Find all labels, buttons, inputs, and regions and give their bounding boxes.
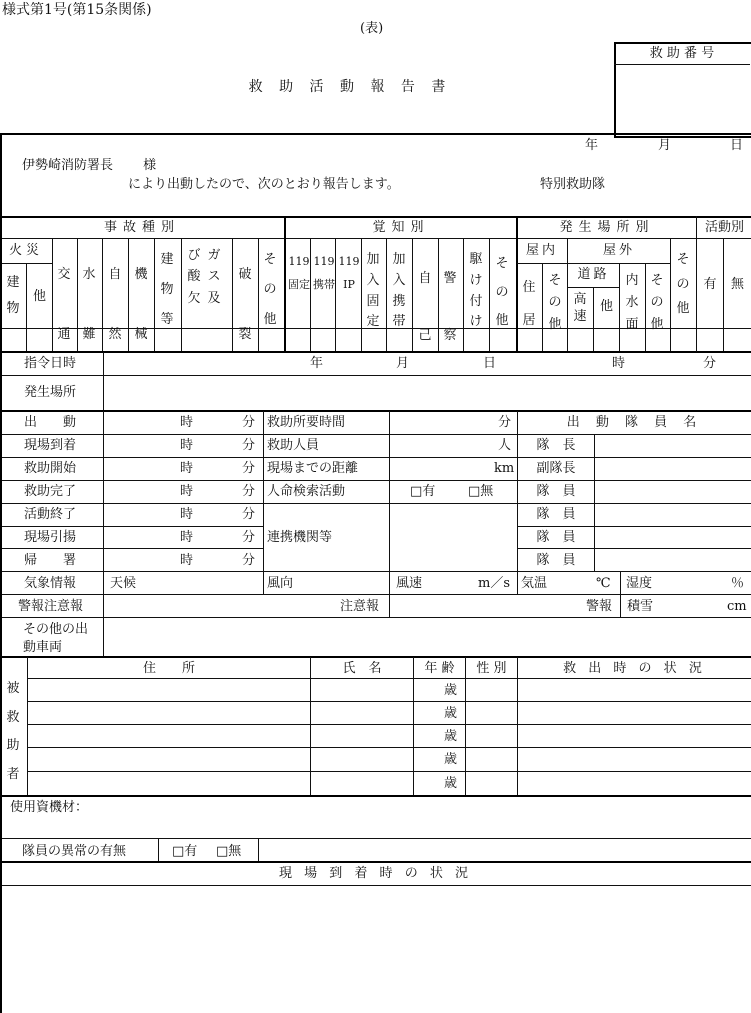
weather-temp-unit: ℃ bbox=[596, 576, 611, 591]
cat-road-other: 他 bbox=[599, 299, 613, 314]
cat-fire-other: 他 bbox=[32, 289, 46, 304]
time-hour-1: 時 bbox=[180, 438, 194, 453]
rescued-age-unit-1: 歳 bbox=[444, 683, 458, 698]
rescued-age-header: 年 齢 bbox=[424, 661, 455, 676]
cat-highway: 高速 bbox=[573, 292, 587, 324]
crew-member-2: 隊 員 bbox=[536, 507, 576, 522]
cat-explosion: 破裂 bbox=[238, 267, 252, 342]
required-time-unit: 分 bbox=[498, 415, 512, 430]
header-location-type: 発生場所別 bbox=[559, 220, 655, 235]
rescued-sex-header: 性 別 bbox=[476, 661, 507, 676]
time-label-1: 現場到着 bbox=[24, 438, 77, 453]
crew-sub-leader: 副隊長 bbox=[536, 461, 576, 476]
cat-outdoor-other: その他 bbox=[650, 273, 664, 333]
abnormal-yes: □有 bbox=[172, 844, 198, 859]
cat-119-fixed: 119固定 bbox=[288, 255, 310, 292]
time-label-3: 救助完了 bbox=[24, 484, 77, 499]
distance-label: 現場までの距離 bbox=[267, 461, 359, 476]
activity-yes: 有 bbox=[703, 277, 717, 292]
cat-outdoor: 屋外 bbox=[602, 243, 635, 258]
time-hour-5: 時 bbox=[180, 530, 194, 545]
weather-humidity-unit: ％ bbox=[731, 576, 745, 591]
search-no: □無 bbox=[468, 484, 494, 499]
alerts-advisory: 注意報 bbox=[340, 599, 380, 614]
abnormal-label: 隊員の異常の有無 bbox=[22, 844, 127, 859]
rescued-age-unit-2: 歳 bbox=[444, 706, 458, 721]
cat-indoor-other: その他 bbox=[548, 273, 562, 333]
time-label-5: 現場引揚 bbox=[24, 530, 77, 545]
place-label: 発生場所 bbox=[24, 385, 77, 400]
cat-police: 警察 bbox=[443, 271, 457, 344]
persons-label: 救助人員 bbox=[267, 438, 320, 453]
crew-leader: 隊 長 bbox=[536, 438, 576, 453]
rescued-age-unit-3: 歳 bbox=[444, 729, 458, 744]
weather-wind-speed: 風速 bbox=[396, 576, 423, 591]
search-yes: □有 bbox=[410, 484, 436, 499]
cat-sub-fixed: 加入固定 bbox=[366, 252, 380, 330]
cat-machine: 機械 bbox=[134, 267, 148, 342]
command-minute: 分 bbox=[703, 356, 717, 371]
time-label-4: 活動終了 bbox=[24, 507, 77, 522]
time-hour-4: 時 bbox=[180, 507, 194, 522]
cat-119-ip: 119IP bbox=[338, 255, 360, 292]
activity-no: 無 bbox=[730, 277, 744, 292]
command-day: 日 bbox=[483, 356, 497, 371]
time-minute-4: 分 bbox=[242, 507, 256, 522]
time-hour-6: 時 bbox=[180, 553, 194, 568]
time-minute-6: 分 bbox=[242, 553, 256, 568]
alerts-warning: 警報 bbox=[586, 599, 613, 614]
cat-water-surface: 内水面 bbox=[625, 273, 639, 333]
crew-member-4: 隊 員 bbox=[536, 553, 576, 568]
cat-sub-mobile: 加入携帯 bbox=[392, 252, 406, 330]
cat-natural: 自然 bbox=[108, 267, 122, 342]
header-notice-type: 覚知別 bbox=[372, 220, 430, 235]
distance-unit: km bbox=[494, 461, 515, 476]
time-hour-3: 時 bbox=[180, 484, 194, 499]
rescued-age-unit-4: 歳 bbox=[444, 752, 458, 767]
cat-self: 自己 bbox=[418, 271, 432, 344]
time-label-2: 救助開始 bbox=[24, 461, 77, 476]
cat-rush: 駆け付け bbox=[469, 252, 483, 330]
cat-loc-other: その他 bbox=[676, 252, 690, 317]
required-time-label: 救助所要時間 bbox=[267, 415, 346, 430]
crew-header: 出 動 隊 員 名 bbox=[566, 415, 703, 430]
date-month: 月 bbox=[658, 138, 672, 153]
form-id: 様式第1号(第15条関係) bbox=[2, 2, 152, 18]
time-minute-0: 分 bbox=[242, 415, 256, 430]
weather-humidity: 湿度 bbox=[626, 576, 653, 591]
time-label-0: 出 動 bbox=[24, 415, 77, 430]
date-year: 年 bbox=[585, 138, 599, 153]
weather-wind-dir: 風向 bbox=[267, 576, 294, 591]
unit-name: 特別救助隊 bbox=[540, 177, 606, 192]
cat-building-etc: 建物等 bbox=[160, 252, 174, 327]
cat-119-mobile: 119携帯 bbox=[313, 255, 335, 292]
alerts-snow: 積雪 bbox=[627, 599, 654, 614]
coop-label: 連携機関等 bbox=[267, 530, 333, 545]
command-time-label: 指令日時 bbox=[24, 356, 77, 371]
rescued-side-label: 被救助者 bbox=[6, 681, 20, 782]
alerts-snow-unit: cm bbox=[727, 599, 747, 614]
cat-acc-other: その他 bbox=[263, 252, 277, 327]
time-minute-3: 分 bbox=[242, 484, 256, 499]
arrival-status-header: 現 場 到 着 時 の 状 況 bbox=[279, 866, 472, 881]
time-hour-0: 時 bbox=[180, 415, 194, 430]
persons-unit: 人 bbox=[498, 438, 512, 453]
crew-member-1: 隊 員 bbox=[536, 484, 576, 499]
equipment-label: 使用資機材： bbox=[10, 800, 89, 815]
abnormal-no: □無 bbox=[216, 844, 242, 859]
cat-notice-other: その他 bbox=[495, 256, 509, 329]
header-activity-type: 活動別 bbox=[704, 220, 744, 235]
report-sentence: により出動したので、次のとおり報告します。 bbox=[128, 177, 400, 192]
rescued-name-header: 氏 名 bbox=[342, 661, 382, 676]
cat-road: 道路 bbox=[577, 267, 610, 282]
header-accident-type: 事故種別 bbox=[103, 220, 180, 235]
weather-sky: 天候 bbox=[110, 576, 137, 591]
rescued-age-unit-5: 歳 bbox=[444, 776, 458, 791]
weather-wind-unit: m／s bbox=[478, 576, 510, 591]
front-label: (表) bbox=[360, 21, 384, 36]
rescued-address-header: 住 所 bbox=[142, 661, 195, 676]
cat-indoor: 屋内 bbox=[525, 243, 558, 258]
time-minute-5: 分 bbox=[242, 530, 256, 545]
time-label-6: 帰 署 bbox=[24, 553, 77, 568]
cat-water: 水難 bbox=[82, 267, 96, 342]
date-day: 日 bbox=[730, 138, 744, 153]
rescued-status-header: 救 出 時 の 状 況 bbox=[563, 661, 706, 676]
time-hour-2: 時 bbox=[180, 461, 194, 476]
crew-member-3: 隊 員 bbox=[536, 530, 576, 545]
alerts-label: 警報注意報 bbox=[18, 599, 84, 614]
command-month: 月 bbox=[396, 356, 410, 371]
page-title: 救 助 活 動 報 告 書 bbox=[248, 79, 452, 95]
time-minute-1: 分 bbox=[242, 438, 256, 453]
cat-residence: 住居 bbox=[522, 280, 536, 328]
addressee: 伊勢崎消防署長 様 bbox=[22, 158, 157, 173]
cat-fire: 火災 bbox=[8, 243, 43, 258]
rescue-number-label: 救 助 番 号 bbox=[649, 46, 715, 61]
command-hour: 時 bbox=[612, 356, 626, 371]
cat-gas: び 酸 欠 ガ ス 及 bbox=[187, 248, 221, 306]
time-minute-2: 分 bbox=[242, 461, 256, 476]
cat-traffic: 交通 bbox=[57, 267, 71, 342]
weather-temp: 気温 bbox=[521, 576, 548, 591]
cat-building: 建物 bbox=[6, 275, 20, 316]
weather-label: 気象情報 bbox=[24, 576, 77, 591]
other-vehicles-label: その他の出動車両 bbox=[23, 622, 89, 656]
command-year: 年 bbox=[310, 356, 324, 371]
search-label: 人命検索活動 bbox=[267, 484, 346, 499]
